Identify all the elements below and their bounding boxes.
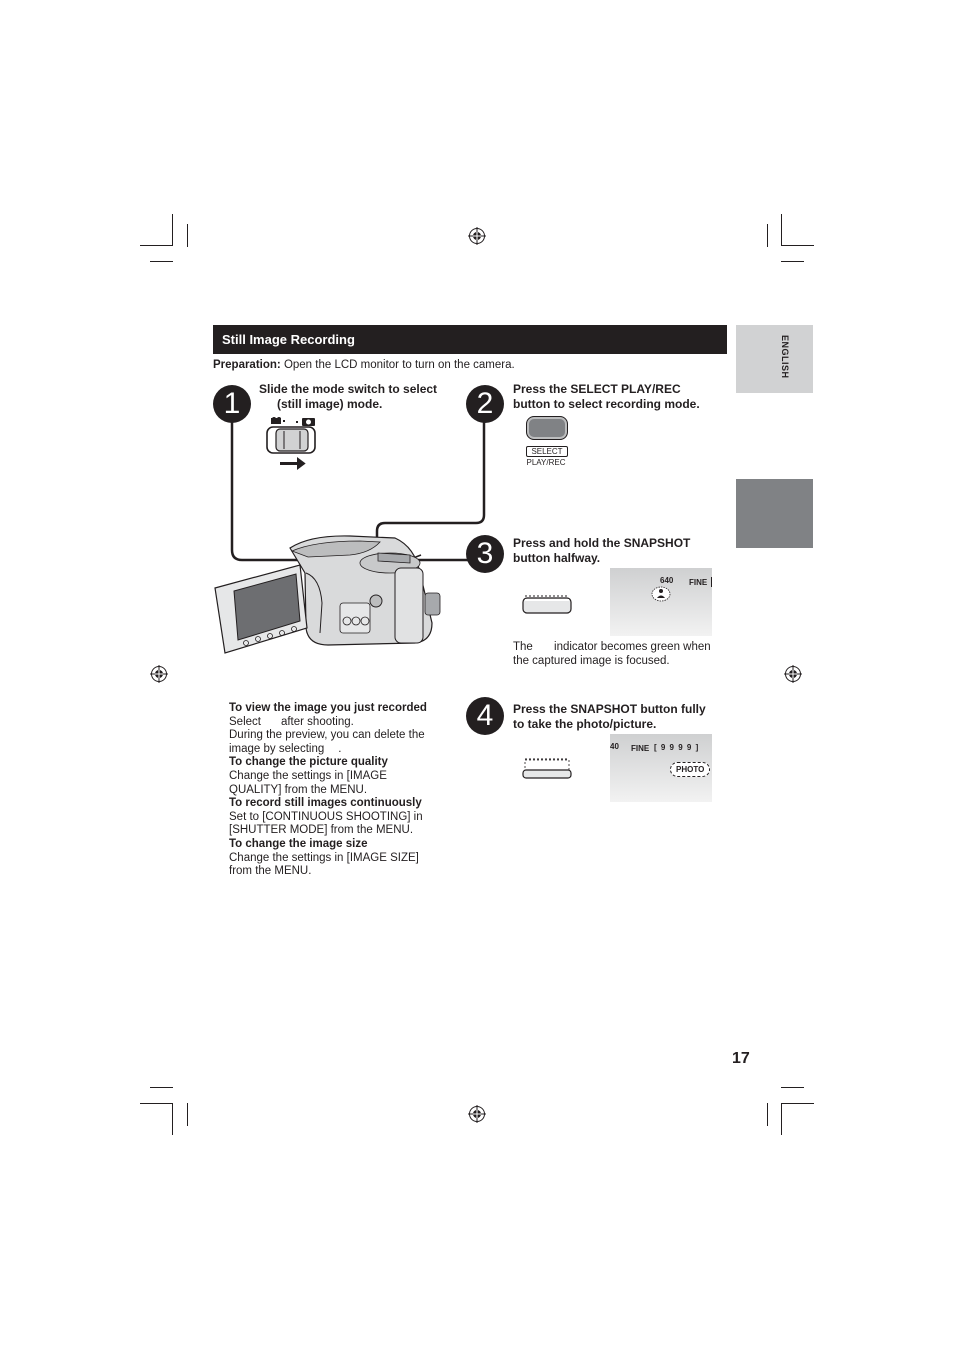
- registration-mark-icon: [468, 227, 486, 245]
- note-text-a: The: [513, 641, 533, 653]
- tip-text: .: [338, 742, 342, 755]
- step-1-line2: (still image) mode.: [277, 397, 383, 411]
- tip-heading: To record still images continuously: [229, 797, 422, 810]
- tip-text: During the preview, you can delete the: [229, 729, 425, 742]
- tip-text: Select: [229, 715, 261, 728]
- registration-mark-icon: [150, 665, 168, 683]
- photo-badge: PHOTO: [670, 762, 710, 777]
- select-play-rec-button: [526, 416, 568, 468]
- tip-heading: To change the image size: [229, 837, 368, 850]
- step-2-line1: Press the SELECT PLAY/REC: [513, 382, 681, 396]
- step-2-line2: button to select recording mode.: [513, 397, 700, 411]
- tip-text: image by selecting: [229, 742, 325, 755]
- step-2-title: [513, 382, 723, 412]
- preparation-note: [213, 359, 515, 371]
- note-text-c: the captured image is focused.: [513, 654, 670, 667]
- remaining-shots-count: [ 9 9 9 9 ]: [654, 743, 700, 752]
- language-tab-label: ENGLISH: [780, 335, 790, 379]
- image-size-indicator: 640: [660, 576, 674, 585]
- step-number: 2: [466, 385, 504, 423]
- preparation-label: Preparation:: [213, 359, 281, 371]
- lcd-preview-focus: [610, 568, 712, 636]
- tip-heading: To change the picture quality: [229, 756, 388, 769]
- registration-mark-icon: [468, 1105, 486, 1123]
- select-button-sublabel: PLAY/REC: [526, 458, 566, 467]
- tip-heading: To view the image you just recorded: [229, 702, 427, 714]
- snapshot-button-fully-pressed-icon: [520, 755, 574, 781]
- tip-text: from the MENU.: [229, 865, 312, 878]
- image-quality-indicator: FINE: [689, 578, 708, 587]
- image-quality-indicator: FINE: [631, 744, 650, 753]
- tip-text: after shooting.: [280, 715, 354, 728]
- step-3-line1: Press and hold the SNAPSHOT: [513, 536, 691, 550]
- step-4-line2: to take the photo/picture.: [513, 717, 657, 731]
- section-title: Still Image Recording: [213, 325, 727, 354]
- camcorder-illustration-icon: [210, 533, 445, 658]
- note-text-b: indicator becomes green when: [554, 641, 711, 653]
- snapshot-button-half-pressed-icon: [520, 590, 574, 616]
- step-4-title: [513, 702, 728, 732]
- registration-mark-icon: [784, 665, 802, 683]
- page-number: 17: [732, 1050, 750, 1067]
- mode-switch-icon: [264, 415, 320, 471]
- step-1-title: [259, 382, 459, 412]
- tip-text: QUALITY] from the MENU.: [229, 783, 368, 796]
- chapter-tab: [736, 479, 813, 548]
- step-3-line2: button halfway.: [513, 551, 601, 565]
- lcd-preview-captured: [610, 734, 712, 802]
- focus-indicator-icon: [650, 585, 672, 603]
- tips-section: [229, 702, 444, 879]
- step-4-line1: Press the SNAPSHOT button fully: [513, 702, 706, 716]
- select-button-label: SELECT: [526, 446, 568, 457]
- step-number: 1: [213, 385, 251, 423]
- language-tab: [736, 325, 813, 393]
- tip-text: Change the settings in [IMAGE: [229, 769, 387, 782]
- tip-text: Set to [CONTINUOUS SHOOTING] in: [229, 810, 423, 823]
- step-number: 3: [466, 535, 504, 573]
- focus-indicator-note: [513, 641, 723, 668]
- tip-text: [SHUTTER MODE] from the MENU.: [229, 824, 414, 837]
- step-1-line1: Slide the mode switch to select: [259, 382, 438, 396]
- lcd-edge-bar: [711, 577, 712, 587]
- tip-text: Change the settings in [IMAGE SIZE]: [229, 851, 419, 864]
- step-3-title: [513, 536, 723, 566]
- preparation-text: Open the LCD monitor to turn on the camera.: [280, 359, 515, 371]
- step-number: 4: [466, 697, 504, 735]
- image-size-indicator: 40: [610, 742, 619, 751]
